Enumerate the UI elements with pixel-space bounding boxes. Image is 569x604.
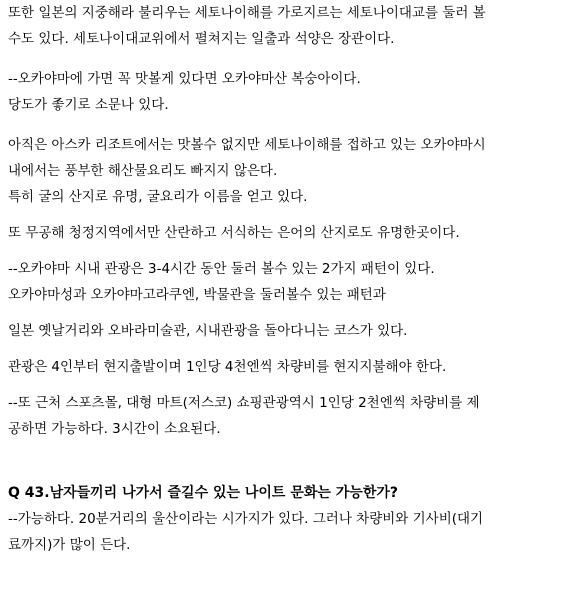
paragraph-old-street-course	[8, 318, 564, 344]
text-line: 당도가 좋기로 소문나 있다.	[8, 97, 169, 113]
text-line: --오카야마 시내 관광은 3-4시간 동안 둘러 볼수 있는 2가지 패턴이 있다.	[8, 261, 435, 277]
answer-line: --가능하다. 20분거리의 울산이라는 시가지가 있다. 그러나 차량비와 기사비(대기	[8, 511, 484, 527]
text-line: 또 무공해 청정지역에서만 산란하고 서식하는 은어의 산지로도 유명한곳이다.	[8, 225, 460, 241]
question-block	[8, 480, 564, 558]
answer-line: 료까지)가 많이 든다.	[8, 537, 131, 553]
paragraph-sweetfish	[8, 220, 564, 246]
paragraph-peach	[8, 66, 564, 118]
paragraph-city-tour	[8, 256, 564, 308]
text-line: 수도 있다. 세토나이대교위에서 펼쳐지는 일출과 석양은 장관이다.	[8, 31, 395, 47]
text-line: 아직은 아스카 리조트에서는 맛볼수 없지만 세토나이해를 접하고 있는 오카야마시	[8, 137, 486, 153]
paragraph-seafood	[8, 132, 564, 210]
text-line: 또한 일본의 지중해라 불리우는 세토나이해를 가로지르는 세토나이대교를 둘러 볼	[8, 5, 486, 21]
text-line: 오카야마성과 오카야마고라쿠엔, 박물관을 둘러볼수 있는 패턴과	[8, 287, 386, 303]
text-line: --또 근처 스포츠몰, 대형 마트(저스코) 쇼핑관광역시 1인당 2천엔씩 차량비를 제	[8, 395, 480, 411]
text-line: 일본 옛날거리와 오바라미술관, 시내관광을 돌아다니는 코스가 있다.	[8, 323, 408, 339]
question-title: Q 43.남자들끼리 나가서 즐길수 있는 나이트 문화는 가능한가?	[8, 485, 398, 501]
text-line: --오카야마에 가면 꼭 맛볼게 있다면 오카야마산 복숭아이다.	[8, 71, 361, 87]
text-line: 공하면 가능하다. 3시간이 소요된다.	[8, 421, 221, 437]
paragraph-shopping-tour	[8, 390, 564, 442]
text-line: 관광은 4인부터 현지출발이며 1인당 4천엔씩 차량비를 현지지불해야 한다.	[8, 359, 447, 375]
document-body	[8, 0, 564, 558]
paragraph-seto-bridge	[8, 0, 564, 52]
paragraph-tour-cost	[8, 354, 564, 380]
text-line: 특히 굴의 산지로 유명, 굴요리가 이름을 얻고 있다.	[8, 189, 308, 205]
text-line: 내에서는 풍부한 해산물요리도 빠지지 않은다.	[8, 163, 278, 179]
